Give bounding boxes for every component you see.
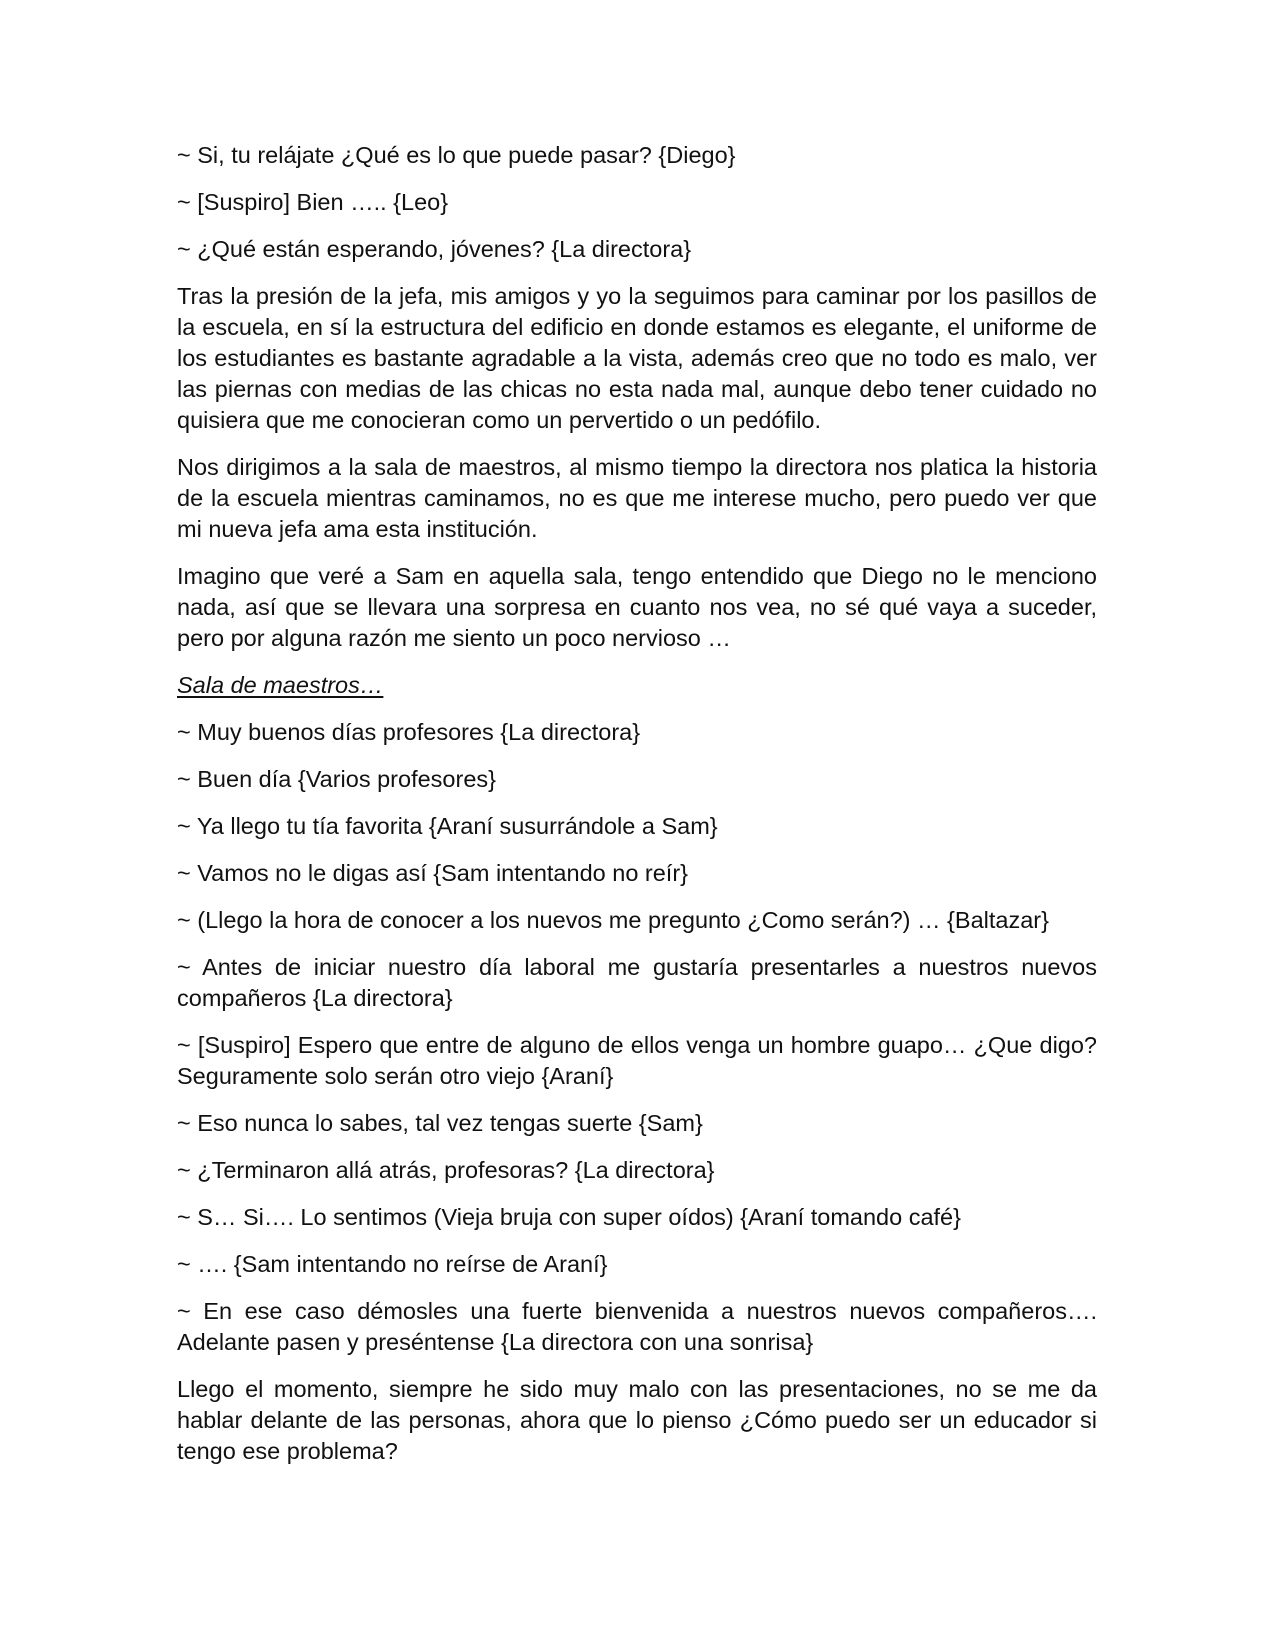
dialogue-line: ~ ¿Terminaron allá atrás, profesoras? {La directora}	[177, 1157, 715, 1183]
dialogue-paragraph: ~ Antes de iniciar nuestro día laboral me gustaría presentarles a nuestros nuevos compañeros {La directora}	[177, 954, 1097, 1011]
dialogue-line: ~ …. {Sam intentando no reírse de Araní}	[177, 1251, 608, 1277]
dialogue-line: ~ Eso nunca lo sabes, tal vez tengas suerte {Sam}	[177, 1110, 703, 1136]
dialogue-line: ~ (Llego la hora de conocer a los nuevos me pregunto ¿Como serán?) … {Baltazar}	[177, 907, 1049, 933]
narration-paragraph: Nos dirigimos a la sala de maestros, al mismo tiempo la directora nos platica la historia de la escuela mientras caminamos, no es que me interese mucho, pero puedo ver que mi nueva jefa ama esta institución.	[177, 454, 1097, 542]
narration-paragraph: Llego el momento, siempre he sido muy malo con las presentaciones, no se me da hablar delante de las personas, ahora que lo pienso ¿Cómo puedo ser un educador si tengo ese problema?	[177, 1376, 1097, 1464]
scene-heading: Sala de maestros…	[177, 672, 384, 698]
dialogue-paragraph: ~ [Suspiro] Espero que entre de alguno de ellos venga un hombre guapo… ¿Que digo? Seguramente solo serán otro viejo {Araní}	[177, 1032, 1097, 1089]
dialogue-line: ~ ¿Qué están esperando, jóvenes? {La directora}	[177, 236, 692, 262]
dialogue-line: ~ [Suspiro] Bien ….. {Leo}	[177, 189, 449, 215]
dialogue-line: ~ Buen día {Varios profesores}	[177, 766, 496, 792]
dialogue-line: ~ Si, tu relájate ¿Qué es lo que puede pasar? {Diego}	[177, 142, 736, 168]
narration-paragraph: Imagino que veré a Sam en aquella sala, tengo entendido que Diego no le menciono nada, así que se llevara una sorpresa en cuanto nos vea, no sé qué vaya a suceder, pero por alguna razón me siento un poco nervioso …	[177, 563, 1097, 651]
dialogue-line: ~ Ya llego tu tía favorita {Araní susurrándole a Sam}	[177, 813, 718, 839]
dialogue-paragraph: ~ En ese caso démosles una fuerte bienvenida a nuestros nuevos compañeros…. Adelante pasen y preséntense {La directora con una sonrisa}	[177, 1298, 1097, 1355]
narration-paragraph: Tras la presión de la jefa, mis amigos y yo la seguimos para caminar por los pasillos de la escuela, en sí la estructura del edificio en donde estamos es elegante, el uniforme de los estudiantes es bastante agradable a la vista, además creo que no todo es malo, ver las piernas con medias de las chicas no esta nada mal, aunque debo tener cuidado no quisiera que me conocieran como un pervertido o un pedófilo.	[177, 283, 1097, 433]
document-page	[177, 140, 1097, 1483]
dialogue-line: ~ Muy buenos días profesores {La directora}	[177, 719, 641, 745]
dialogue-line: ~ Vamos no le digas así {Sam intentando no reír}	[177, 860, 689, 886]
dialogue-line: ~ S… Si…. Lo sentimos (Vieja bruja con super oídos) {Araní tomando café}	[177, 1204, 961, 1230]
